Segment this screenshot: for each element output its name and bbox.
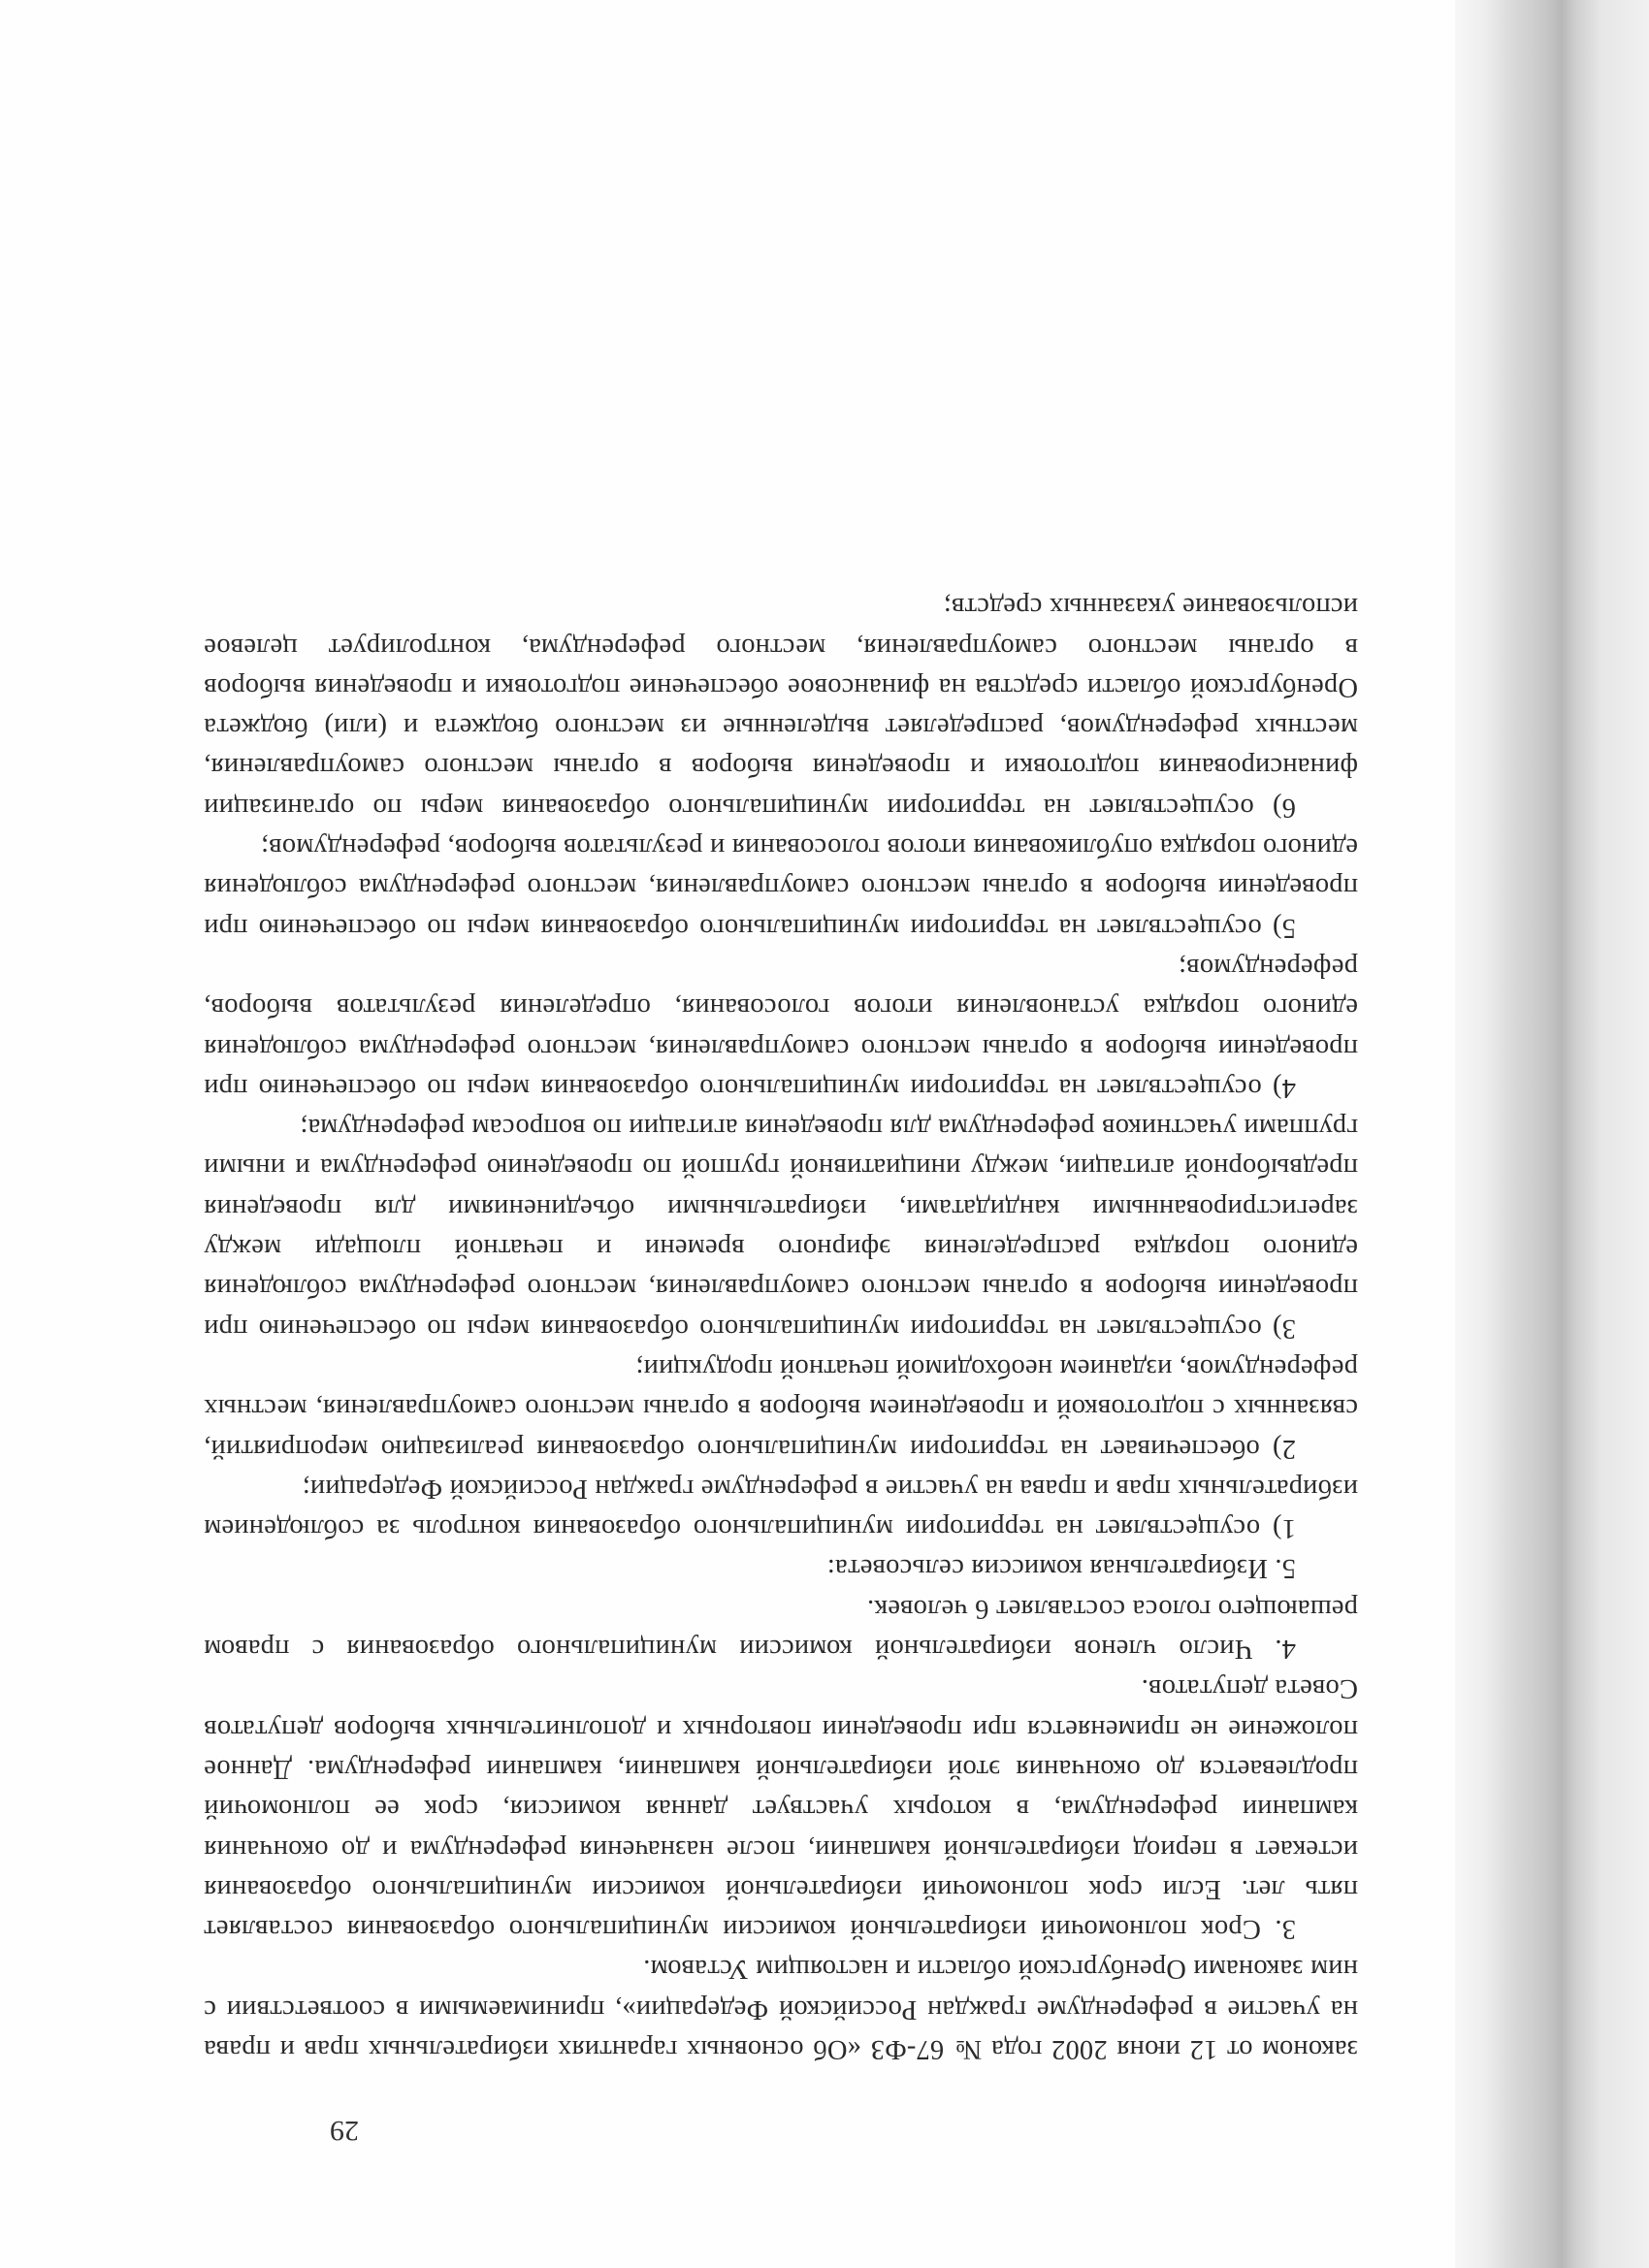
- document-body: [204, 587, 1358, 2069]
- paragraph: 4. Число членов избирательной комиссии муниципального образования с правом решающего голоса составляет 6 человек.: [204, 1593, 1358, 1665]
- paragraph: 5) осуществляет на территории муниципального образования меры по обеспечению при проведении выборов в органы местного самоуправления, местного референдума соблюдения единого порядка опубликования итогов голосования и результатов выборов, референдумов;: [204, 832, 1358, 943]
- paragraph: 3. Срок полномочий избирательной комиссии муниципального образования составляет пять лет. Если срок полномочий избирательной комиссии муниципального образования истекает в период избирательной кампании, после назначения референдума и до окончания кампании референдума, в которых участвует данная комиссия, срок ее полномочий продлевается до окончания этой избирательной кампании, кампании референдума. Данное положение не применяется при проведении повторных и дополнительных выборов депутатов Совета депутатов.: [204, 1673, 1358, 1945]
- paragraph: 3) осуществляет на территории муниципального образования меры по обеспечению при проведении выборов в органы местного самоуправления, местного референдума соблюдения единого порядка распределения эфирного времени и печатной площади между зарегистрированными кандидатами, избирательными объединениями для проведения предвыборной агитации, между инициативной группой по проведению референдума и иными группами участников референдума для проведения агитации по вопросам референдума;: [204, 1113, 1358, 1344]
- paragraph: 5. Избирательная комиссия сельсовета:: [826, 1553, 1296, 1584]
- paragraph: 1) осуществляет на территории муниципального образования контроль за соблюдением избирательных прав и права на участие в референдуме граждан Российской Федерации;: [204, 1473, 1358, 1544]
- paragraph: 2) обеспечивает на территории муниципального образования реализацию мероприятий, связанных с подготовкой и проведением выборов в органы местного самоуправления, местных референдумов, изданием необходимой печатной продукции;: [204, 1352, 1358, 1464]
- paragraph: 4) осуществляет на территории муниципального образования меры по обеспечению при проведении выборов в органы местного самоуправления, местного референдума соблюдения единого порядка установления итогов голосования, определения результатов выборов, референдумов;: [204, 952, 1358, 1103]
- paragraph: законом от 12 июня 2002 года № 67-ФЗ «Об основных гарантиях избирательных прав и права на участие в референдуме граждан Российской Федерации», принимаемыми в соответствии с ним законами Оренбургской области и настоящим Уставом.: [204, 1954, 1358, 2064]
- page-number: 29: [330, 2115, 359, 2147]
- paragraph: 6) осуществляет на территории муниципального образования меры по организации финансирования подготовки и проведения выборов в органы местного самоуправления, местных референдумов, распределяет выделенные из местного бюджета и (или) бюджета Оренбургской области средства на финансовое обеспечение подготовки и проведения выборов в органы местного самоуправления, местного референдума, контролирует целевое использование указанных средств;: [204, 592, 1358, 823]
